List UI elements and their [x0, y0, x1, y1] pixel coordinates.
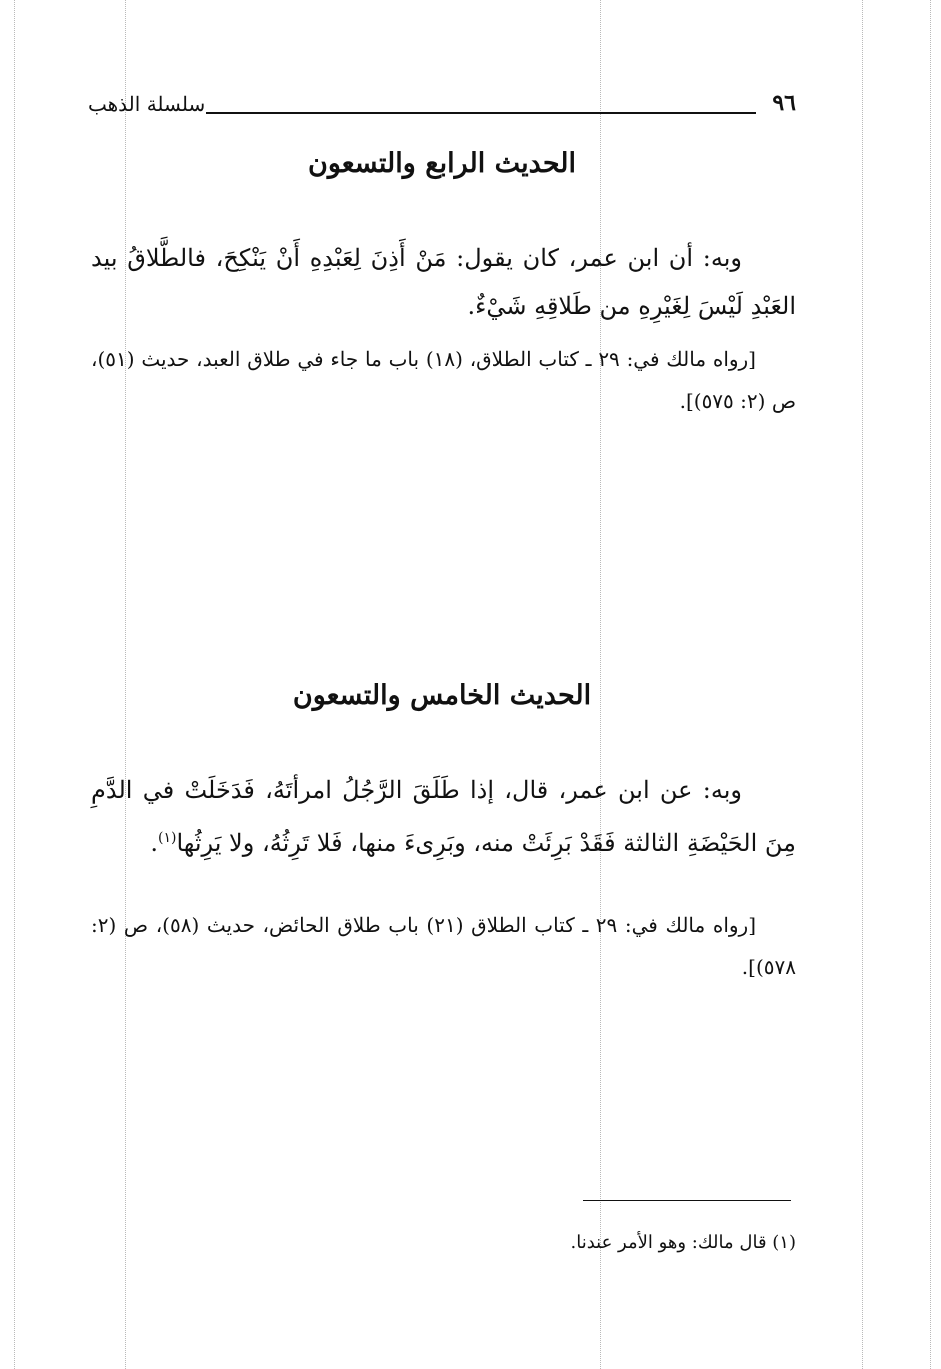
hadith-95-text-body: وبه: عن ابن عمر، قال، إذا طَلَقَ الرَّجُلُ امرأتَهُ، فَدَخَلَتْ في الدَّمِ مِنَ الحَيْضَةِ الثالثة فَقَدْ بَرِئَتْ منه، وبَرِىءَ منها، فَلا تَرِثُهُ، ولا يَرِثُها	[91, 776, 796, 857]
hadith-95-text	[91, 766, 796, 867]
scan-guide-line	[862, 0, 863, 1369]
hadith-95-text-end: .	[150, 829, 158, 857]
header-rule	[206, 112, 756, 114]
scan-guide-line	[930, 0, 931, 1369]
running-title: سلسلة الذهب	[88, 92, 206, 116]
footnote-marker: (١)	[157, 830, 177, 846]
scan-guide-line	[14, 0, 15, 1369]
hadith-94-title: الحديث الرابع والتسعون	[308, 148, 576, 179]
page-number: ٩٦	[772, 90, 796, 116]
hadith-94-text: وبه: أن ابن عمر، كان يقول: مَنْ أَذِنَ لِعَبْدِهِ أَنْ يَنْكِحَ، فالطَّلاقُ بيد العَبْدِ لَيْسَ لِغَيْرِهِ من طَلاقِهِ شَيْءٌ.	[91, 244, 796, 320]
page-header	[88, 90, 796, 126]
hadith-95-citation: [رواه مالك في: ٢٩ ـ كتاب الطلاق (٢١) باب طلاق الحائض، حديث (٥٨)، ص (٢: ٥٧٨)].	[91, 913, 796, 979]
hadith-94-citation: [رواه مالك في: ٢٩ ـ كتاب الطلاق، (١٨) باب ما جاء في طلاق العبد، حديث (٥١)، ص (٢: ٥٧٥)].	[91, 347, 796, 413]
footnote: (١) قال مالك: وهو الأمر عندنا.	[570, 1232, 796, 1253]
footnote-rule	[583, 1200, 791, 1201]
hadith-95-title: الحديث الخامس والتسعون	[292, 680, 592, 711]
